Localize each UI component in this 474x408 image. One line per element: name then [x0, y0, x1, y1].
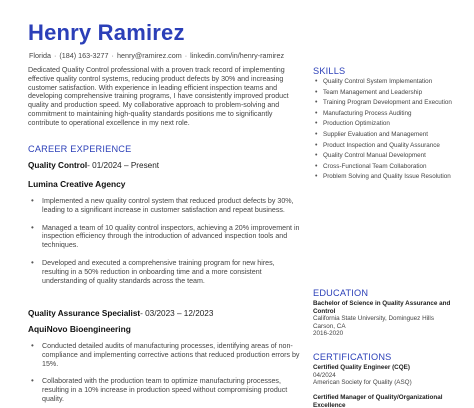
job-role: Quality Control — [28, 161, 88, 170]
education-school: California State University, Dominguez Hills — [313, 315, 434, 323]
certification-name: Certified Quality Engineer (CQE) — [313, 364, 410, 371]
job-title-1 — [28, 161, 159, 170]
certifications-section-title: CERTIFICATIONS — [313, 352, 392, 362]
skill-item: • Quality Control Manual Development — [313, 152, 463, 160]
skill-item: • Team Management and Leadership — [313, 89, 463, 97]
job-dates: - 03/2023 – 12/2023 — [140, 309, 214, 318]
skills-list — [313, 78, 463, 184]
contact-separator: · — [53, 51, 57, 60]
contact-email[interactable]: henry@ramirez.com — [116, 51, 182, 60]
job-bullet: • Implemented a new quality control system that reduced product defects by 30%, leading to a significant increase in customer satisfaction and repeat business. — [28, 197, 300, 215]
job-company-1: Lumina Creative Agency — [28, 179, 126, 189]
skill-item: • Training Program Development and Execution — [313, 99, 463, 107]
certification-entry-2 — [313, 394, 463, 408]
certification-issuer: American Society for Quality (ASQ) — [313, 379, 412, 387]
job-bullet: • Conducted detailed audits of manufacturing processes, identifying areas of non-compliance and implementing corrective actions that reduced production errors by 15%. — [28, 342, 300, 368]
job-bullets-2 — [28, 342, 300, 404]
contact-location: Florida — [29, 51, 51, 60]
education-years: 2016-2020 — [313, 330, 344, 338]
job-dates: - 01/2024 – Present — [87, 161, 160, 170]
candidate-name: Henry Ramirez — [28, 20, 185, 45]
job-bullet: • Developed and executed a comprehensive training program for new hires, resulting in a 50% reduction in onboarding time and a more consistent understanding of quality standards across the team. — [28, 259, 300, 285]
certification-date: 04/2024 — [313, 371, 336, 379]
skill-item: • Supplier Evaluation and Management — [313, 131, 463, 139]
contact-separator: · — [184, 51, 188, 60]
skills-section-title: SKILLS — [313, 66, 346, 76]
certification-entry-1 — [313, 364, 463, 387]
education-degree: Bachelor of Science in Quality Assurance and Control — [313, 300, 451, 315]
contact-linkedin[interactable]: linkedin.com/in/henry-ramirez — [190, 51, 285, 60]
job-role: Quality Assurance Specialist — [28, 309, 141, 318]
contact-phone[interactable]: (184) 163-3277 — [59, 51, 109, 60]
skill-item: • Problem Solving and Quality Issue Resolution — [313, 173, 463, 181]
summary-paragraph: Dedicated Quality Control professional with a proven track record of implementing effective quality control systems, reducing product defects by 30% and increasing customer satisfaction. With experience in leading efficient inspection teams and developing comprehensive training programs, I have consistently improved product quality and production speed. My collaborative approach to problem-solving and commitment to maintaining high-quality standards positions me to significantly contribute to operational excellence in my next role. — [28, 66, 289, 127]
job-company-2: AquiNovo Bioengineering — [28, 324, 131, 334]
experience-section-title: CAREER EXPERIENCE — [28, 144, 132, 154]
job-bullets-1 — [28, 197, 300, 285]
education-section-title: EDUCATION — [313, 288, 369, 298]
skill-item: • Manufacturing Process Auditing — [313, 110, 463, 118]
contact-line — [29, 51, 284, 60]
main-column — [28, 66, 300, 403]
education-entry — [313, 300, 463, 338]
skill-item: • Quality Control System Implementation — [313, 78, 463, 86]
certification-name: Certified Manager of Quality/Organizational Excellence — [313, 394, 443, 408]
skill-item: • Production Optimization — [313, 120, 463, 128]
job-bullet: • Managed a team of 10 quality control inspectors, achieving a 20% improvement in inspection efficiency through the introduction of advanced inspection tools and techniques. — [28, 224, 300, 250]
skill-item: • Product Inspection and Quality Assurance — [313, 142, 463, 150]
skill-item: • Cross-Functional Team Collaboration — [313, 163, 463, 171]
education-location: Carson, CA — [313, 322, 346, 330]
contact-separator: · — [111, 51, 114, 60]
job-title-2 — [28, 309, 213, 318]
job-bullet: • Collaborated with the production team to optimize manufacturing processes, resulting in a 10% increase in production speed without compromising product quality. — [28, 377, 300, 403]
